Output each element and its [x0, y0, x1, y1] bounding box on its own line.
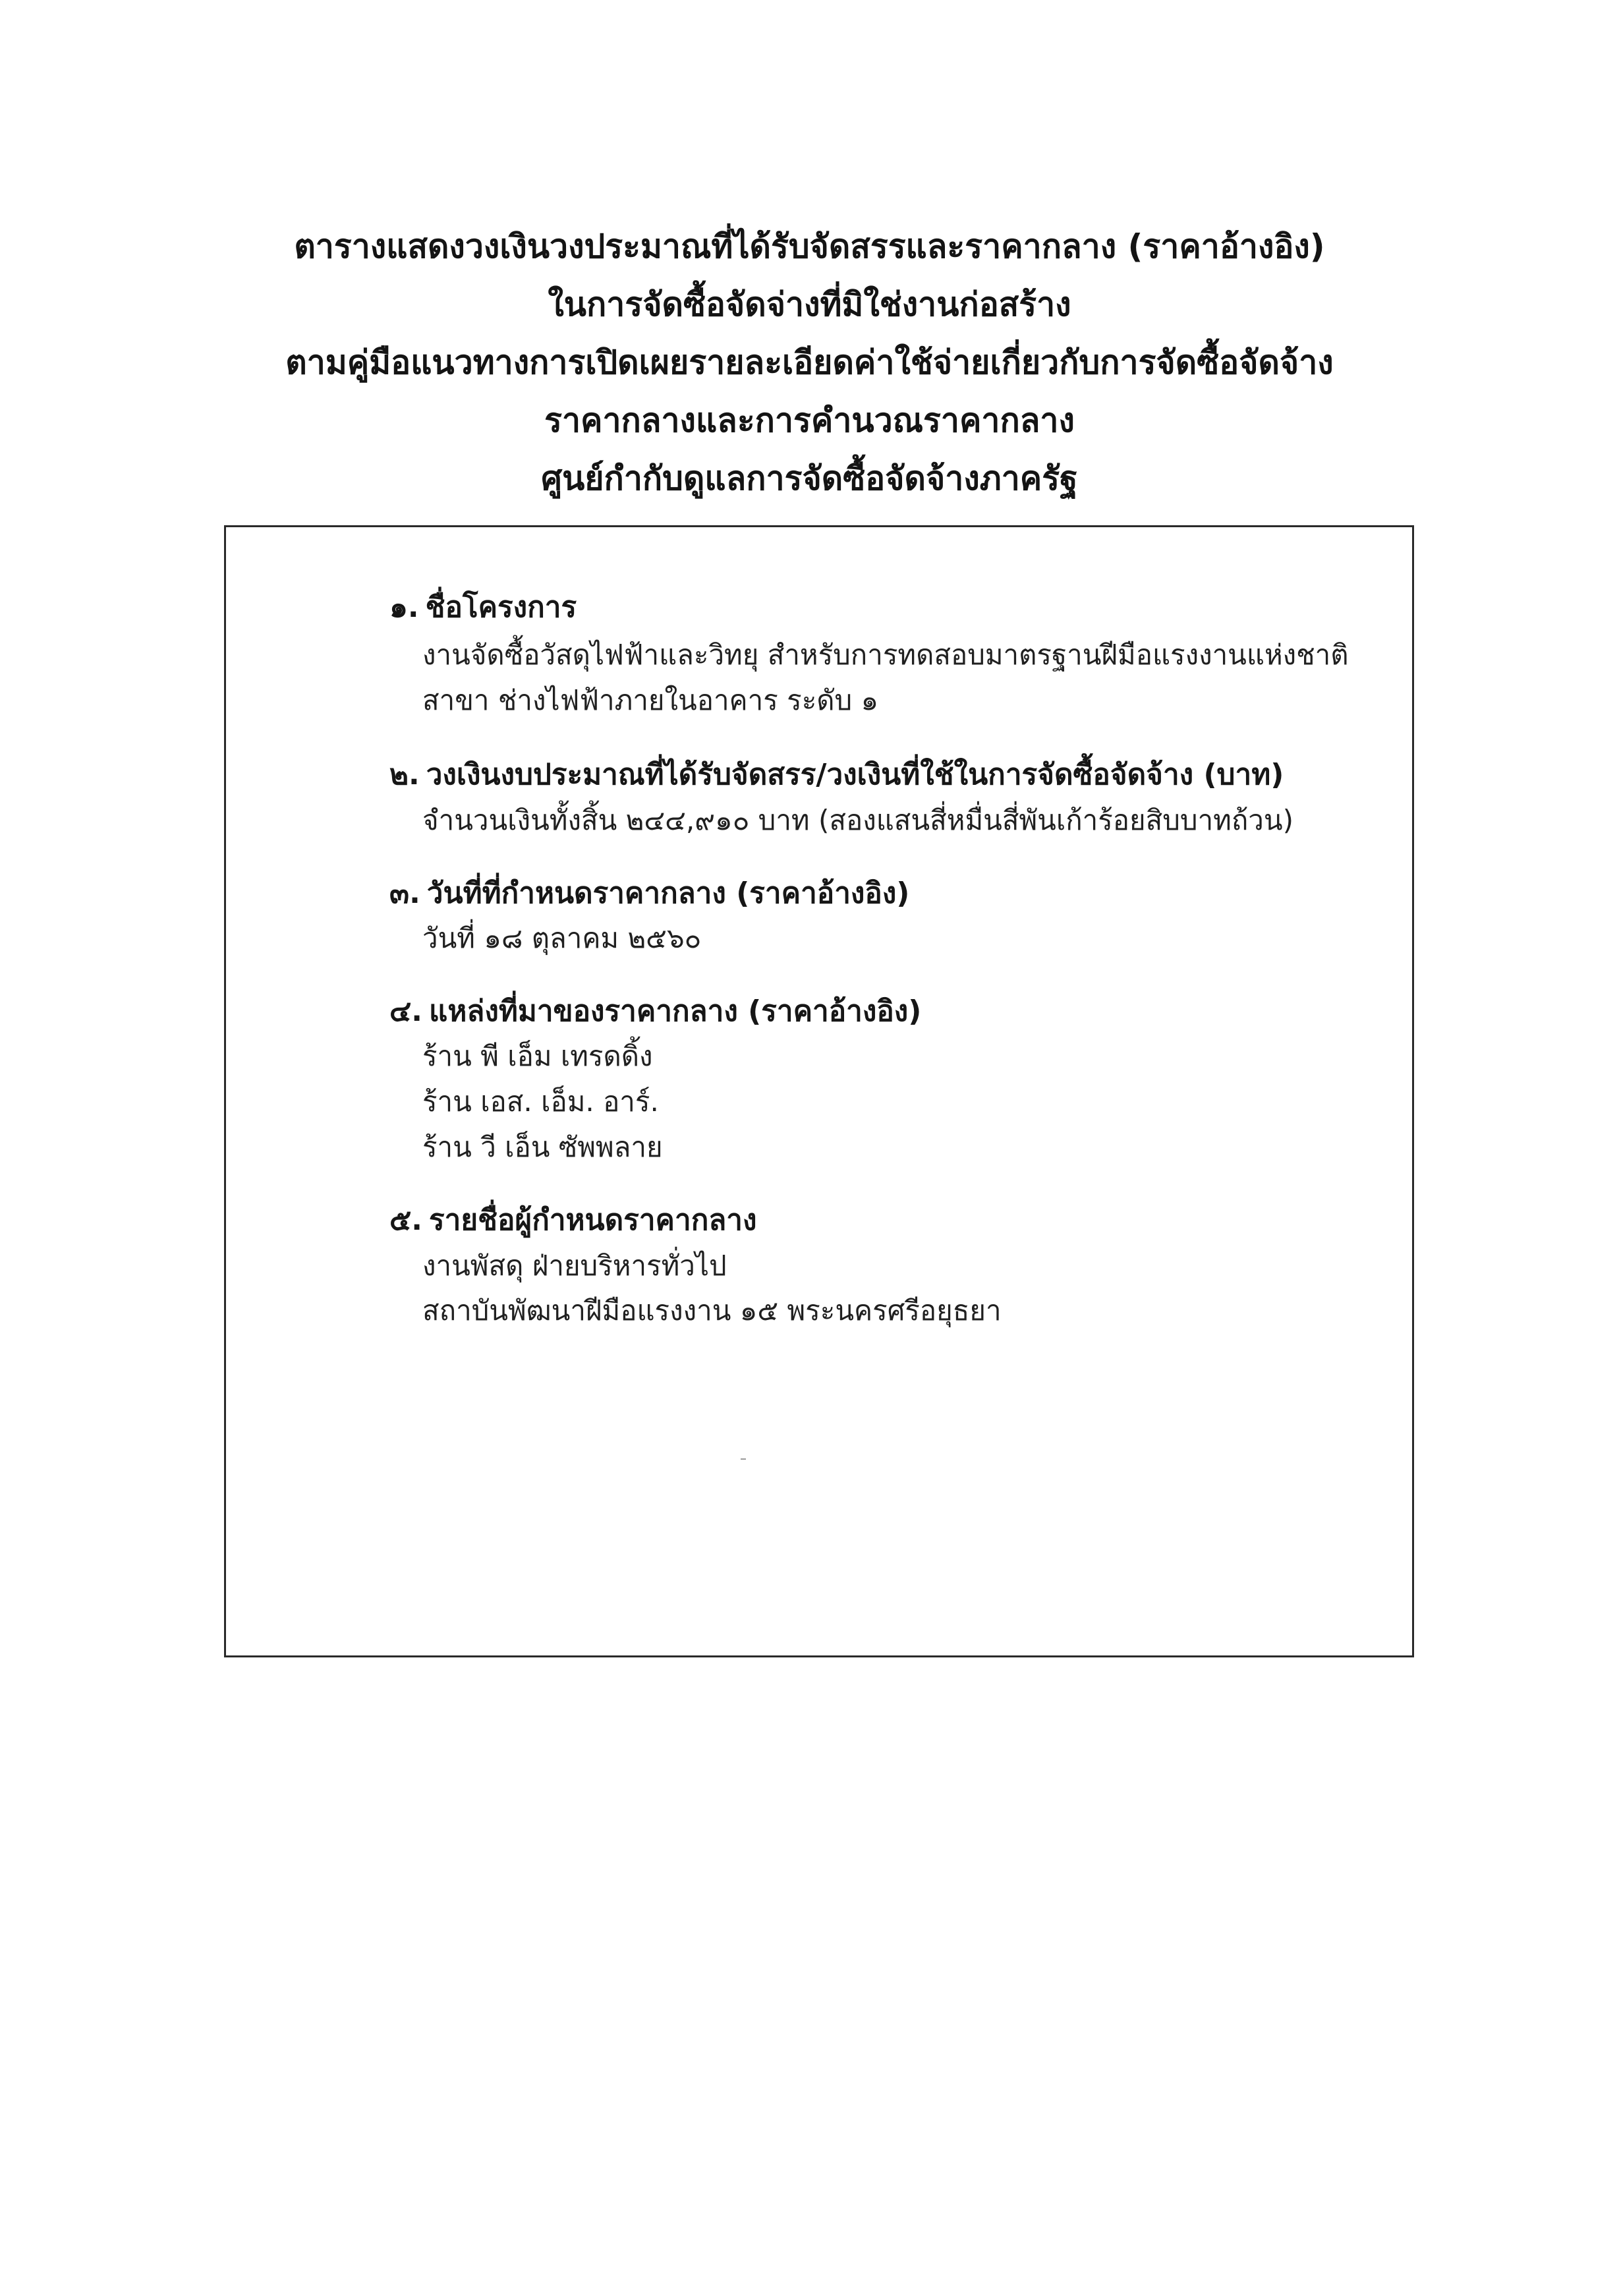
title-line-5: ศูนย์กำกับดูแลการจัดซื้อจัดจ้างภาครัฐ	[541, 459, 1078, 498]
section-4-line-1: ร้าน พี เอ็ม เทรดดิ้ง	[422, 1040, 653, 1072]
details-box	[224, 525, 1414, 1657]
section-3-number: ๓.	[389, 876, 420, 910]
section-1-line-1: งานจัดซื้อวัสดุไฟฟ้าและวิทยุ สำหรับการทดสอบมาตรฐานฝีมือแรงงานแห่งชาติ	[422, 639, 1349, 671]
section-5-number: ๕.	[389, 1203, 423, 1237]
section-5-line-2: สถาบันพัฒนาฝีมือแรงงาน ๑๕ พระนครศรีอยุธยา	[422, 1294, 1002, 1327]
section-4-line-3: ร้าน วี เอ็น ซัพพลาย	[422, 1131, 663, 1163]
section-3-heading	[389, 874, 909, 913]
title-line-2: ในการจัดซื้อจัดจ่างที่มิใช่งานก่อสร้าง	[548, 285, 1071, 324]
section-5-line-1: งานพัสดุ ฝ่ายบริหารทั่วไป	[422, 1249, 727, 1282]
section-3-title: วันที่ที่กำหนดราคากลาง (ราคาอ้างอิง)	[426, 876, 910, 910]
title-line-4: ราคากลางและการคำนวณราคากลาง	[544, 401, 1075, 440]
scan-speck	[741, 1458, 746, 1460]
section-3-line-1: วันที่ ๑๘ ตุลาคม ๒๕๖๐	[422, 922, 702, 954]
section-1-number: ๑.	[389, 590, 419, 624]
section-2-number: ๒.	[389, 758, 420, 791]
title-line-3: ตามคู่มือแนวทางการเปิดเผยรายละเอียดค่าใช้จ่ายเกี่ยวกับการจัดซื้อจัดจ้าง	[285, 343, 1334, 382]
section-1-heading	[389, 588, 577, 627]
title-line-1: ตารางแสดงวงเงินวงประมาณที่ได้รับจัดสรรและราคากลาง (ราคาอ้างอิง)	[294, 227, 1325, 266]
section-4-number: ๔.	[389, 994, 423, 1028]
section-1-line-2: สาขา ช่างไฟฟ้าภายในอาคาร ระดับ ๑	[422, 684, 879, 716]
document-title-block	[0, 217, 1619, 507]
section-4-line-2: ร้าน เอส. เอ็ม. อาร์.	[422, 1085, 659, 1118]
section-5-title: รายชื่อผู้กำหนดราคากลาง	[429, 1203, 757, 1237]
section-4-heading	[389, 992, 921, 1031]
section-2-line-1: จำนวนเงินทั้งสิ้น ๒๔๔,๙๑๐ บาท (สองแสนสี่หมื่นสี่พันเก้าร้อยสิบบาทถ้วน)	[422, 804, 1293, 836]
section-5-heading	[389, 1201, 757, 1240]
section-1-title: ชื่อโครงการ	[425, 590, 577, 624]
section-2-heading	[389, 755, 1284, 795]
section-2-title: วงเงินงบประมาณที่ได้รับจัดสรร/วงเงินที่ใช้ในการจัดซื้อจัดจ้าง (บาท)	[426, 758, 1284, 791]
section-4-title: แหล่งที่มาของราคากลาง (ราคาอ้างอิง)	[429, 994, 922, 1028]
